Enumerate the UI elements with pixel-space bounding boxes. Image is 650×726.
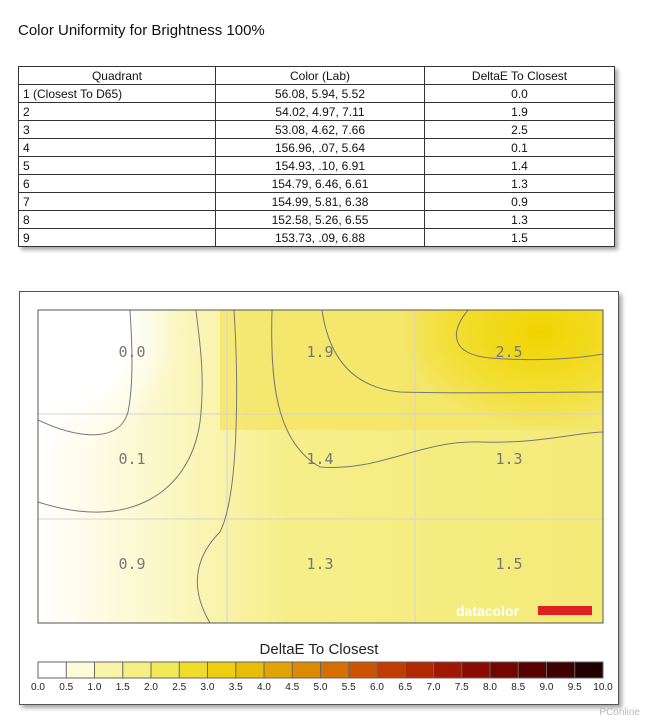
scale-swatch	[66, 662, 94, 678]
scale-tick-label: 6.0	[370, 682, 384, 693]
scale-swatch	[292, 662, 320, 678]
cell-deltae: 1.9	[425, 103, 615, 121]
cell-color-lab: 56.08, 5.94, 5.52	[216, 85, 425, 103]
scale-swatch	[349, 662, 377, 678]
cell-label: 1.4	[306, 450, 334, 468]
table-row	[19, 103, 615, 121]
scale-tick-label: 4.0	[257, 682, 271, 693]
cell-color-lab: 154.99, 5.81, 6.38	[216, 193, 425, 211]
cell-color-lab: 54.02, 4.97, 7.11	[216, 103, 425, 121]
scale-swatch	[575, 662, 603, 678]
cell-deltae: 1.4	[425, 157, 615, 175]
table-row	[19, 157, 615, 175]
scale-tick-label: 3.5	[228, 682, 243, 693]
cell-deltae: 0.0	[425, 85, 615, 103]
table-row	[19, 139, 615, 157]
scale-tick-label: 9.5	[567, 682, 582, 693]
cell-quadrant: 2	[19, 103, 216, 121]
cell-color-lab: 53.08, 4.62, 7.66	[216, 121, 425, 139]
cell-label: 1.5	[495, 555, 523, 573]
cell-label: 1.9	[306, 343, 334, 361]
scale-tick-label: 2.0	[144, 682, 158, 693]
cell-deltae: 0.9	[425, 193, 615, 211]
scale-swatch	[123, 662, 151, 678]
header-quadrant: Quadrant	[19, 67, 216, 85]
scale-tick-label: 5.5	[341, 682, 356, 693]
scale-swatch	[377, 662, 405, 678]
scale-swatch	[405, 662, 433, 678]
header-color-lab: Color (Lab)	[216, 67, 425, 85]
scale-swatch	[518, 662, 546, 678]
scale-tick-label: 7.0	[426, 682, 441, 693]
data-table	[18, 66, 615, 247]
scale-swatch	[490, 662, 518, 678]
table-row	[19, 175, 615, 193]
cell-color-lab: 154.79, 6.46, 6.61	[216, 175, 425, 193]
cell-deltae: 1.3	[425, 211, 615, 229]
scale-tick-label: 0.5	[59, 682, 74, 693]
scale-tick-label: 5.0	[313, 682, 328, 693]
scale-swatch	[434, 662, 462, 678]
scale-tick-label: 6.5	[398, 682, 413, 693]
heatmap-svg	[20, 292, 618, 704]
scale-tick-label: 7.5	[454, 682, 469, 693]
cell-quadrant: 4	[19, 139, 216, 157]
cell-color-lab: 152.58, 5.26, 6.55	[216, 211, 425, 229]
scale-swatch	[151, 662, 179, 678]
cell-quadrant: 9	[19, 229, 216, 247]
scale-swatch	[321, 662, 349, 678]
cell-quadrant: 6	[19, 175, 216, 193]
cell-quadrant: 8	[19, 211, 216, 229]
cell-quadrant: 1 (Closest To D65)	[19, 85, 216, 103]
cell-quadrant: 7	[19, 193, 216, 211]
scale-tick-label: 9.0	[539, 682, 554, 693]
scale-tick-label: 0.0	[31, 682, 45, 693]
scale-tick-label: 2.5	[172, 682, 187, 693]
scale-tick-label: 8.5	[511, 682, 526, 693]
cell-color-lab: 153.73, .09, 6.88	[216, 229, 425, 247]
table-row	[19, 121, 615, 139]
table-row	[19, 85, 615, 103]
cell-color-lab: 154.93, .10, 6.91	[216, 157, 425, 175]
scale-tick-label: 4.5	[285, 682, 300, 693]
scale-swatch	[95, 662, 123, 678]
scale-swatch	[236, 662, 264, 678]
header-deltae: DeltaE To Closest	[425, 67, 615, 85]
cell-color-lab: 156.96, .07, 5.64	[216, 139, 425, 157]
cell-label: 0.1	[118, 450, 146, 468]
uniformity-chart	[19, 291, 619, 705]
cell-deltae: 1.5	[425, 229, 615, 247]
table-row	[19, 229, 615, 247]
scale-swatch	[38, 662, 66, 678]
cell-quadrant: 3	[19, 121, 216, 139]
table-row	[19, 211, 615, 229]
scale-tick-label: 10.0	[593, 682, 613, 693]
logo-text: datacolor	[456, 603, 520, 619]
table-row	[19, 193, 615, 211]
logo-bar	[538, 606, 592, 615]
cell-label: 1.3	[495, 450, 523, 468]
cell-label: 0.0	[118, 343, 146, 361]
scale-tick-label: 8.0	[483, 682, 497, 693]
cell-label: 0.9	[118, 555, 146, 573]
scale-tick-label: 3.0	[200, 682, 215, 693]
table-header-row	[19, 67, 615, 85]
watermark: PConline	[599, 707, 640, 718]
scale-swatch	[462, 662, 490, 678]
scale-swatch	[264, 662, 292, 678]
scale-tick-label: 1.5	[115, 682, 130, 693]
scale-swatch	[547, 662, 575, 678]
cell-deltae: 2.5	[425, 121, 615, 139]
cell-label: 2.5	[495, 343, 523, 361]
scale-swatch	[179, 662, 207, 678]
scale-tick-label: 1.0	[87, 682, 102, 693]
uniformity-table	[18, 66, 615, 247]
cell-deltae: 1.3	[425, 175, 615, 193]
legend-title: DeltaE To Closest	[259, 641, 379, 658]
cell-label: 1.3	[306, 555, 334, 573]
cell-quadrant: 5	[19, 157, 216, 175]
page-title: Color Uniformity for Brightness 100%	[18, 22, 265, 39]
cell-deltae: 0.1	[425, 139, 615, 157]
scale-swatch	[208, 662, 236, 678]
